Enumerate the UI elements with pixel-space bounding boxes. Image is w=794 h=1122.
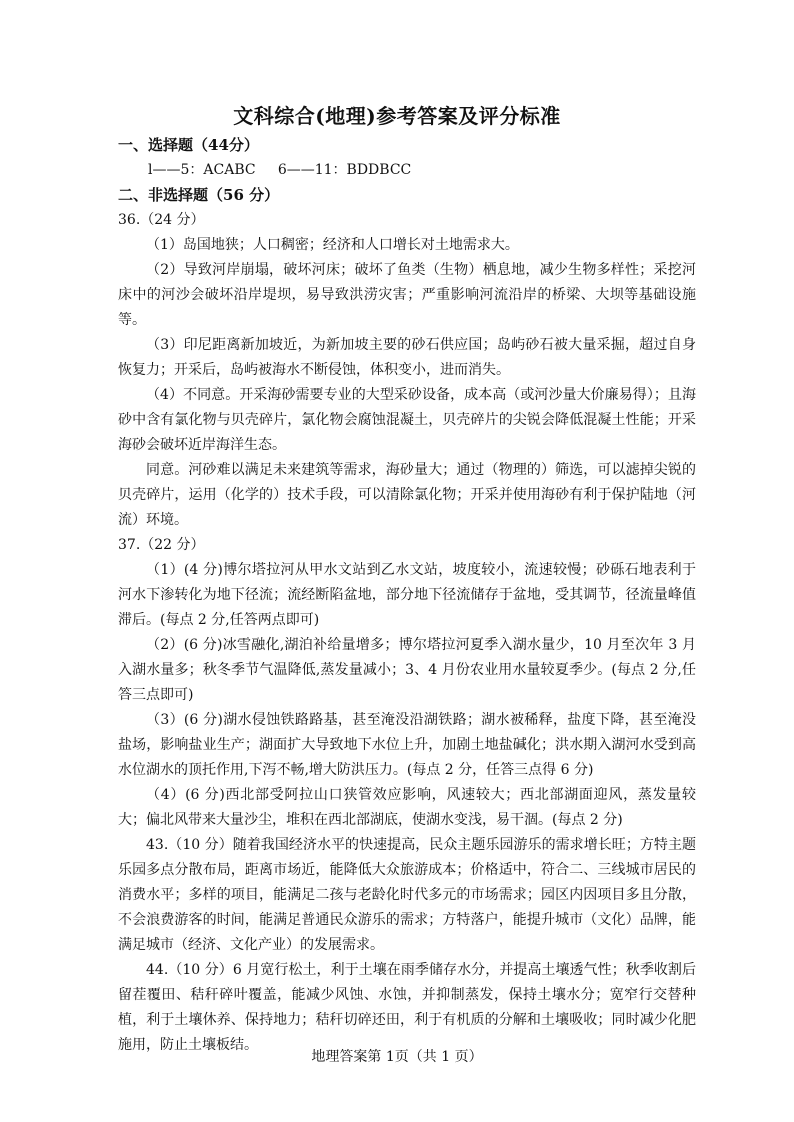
q37-answer-2: （2）(6 分)冰雪融化,湖泊补给量增多；博尔塔拉河夏季入湖水量少，10 月至次年 3 月入湖水量多；秋冬季节气温降低,蒸发量减小；3、4 月份农业用水量较夏季少。(每点 2 分,任答三点即可) <box>118 637 696 703</box>
page-title: 文科综合(地理)参考答案及评分标准 <box>233 104 561 128</box>
question-44-answer: 44.（10 分）6 月宽行松土，利于土壤在雨季储存水分，并提高土壤透气性；秋季收割后留茬覆田、秸秆碎叶覆盖，能减少风蚀、水蚀，并抑制蒸发，保持土壤水分；宽窄行交替种植，利于土壤休养、保持地力；秸秆切碎还田，利于有机质的分解和土壤吸收；同时减少化肥施用，防止土壤板结。 <box>118 962 696 1053</box>
question-36-label: 36.（24 分） <box>118 212 205 228</box>
q37-answer-3: （3）(6 分)湖水侵蚀铁路路基，甚至淹没沿湖铁路；湖水被稀释，盐度下降，甚至淹没盐场，影响盐业生产；湖面扩大导致地下水位上升，加剧土地盐碱化；洪水期入湖河水受到高水位湖水的顶托作用,下泻不畅,增大防洪压力。(每点 2 分，任答三点得 6 分) <box>118 712 696 778</box>
page-footer: 地理答案第 1页（共 1 页） <box>311 1049 483 1065</box>
q36-answer-4-agree: 同意。河砂难以满足未来建筑等需求，海砂量大；通过（物理的）筛选，可以滤掉尖锐的贝壳碎片，运用（化学的）技术手段，可以清除氯化物；开采并使用海砂有利于保护陆地（河流）环境。 <box>118 462 696 528</box>
q37-answer-4: （4）(6 分)西北部受阿拉山口狭管效应影响，风速较大；西北部湖面迎风，蒸发量较大；偏北风带来大量沙尘，堆积在西北部湖底，使湖水变浅，易干涸。(每点 2 分) <box>118 787 696 828</box>
question-37-label: 37.（22 分） <box>118 537 205 553</box>
choice-answers: l——5：ACABC 6——11：BDDBCC <box>148 162 412 178</box>
q36-answer-2: （2）导致河岸崩塌，破坏河床；破坏了鱼类（生物）栖息地，减少生物多样性；采挖河床中的河沙会破坏沿岸堤坝，易导致洪涝灾害；严重影响河流沿岸的桥梁、大坝等基础设施等。 <box>118 262 696 328</box>
q36-answer-4: （4）不同意。开采海砂需要专业的大型采砂设备，成本高（或河沙量大价廉易得）；且海砂中含有氯化物与贝壳碎片，氯化物会腐蚀混凝土，贝壳碎片的尖锐会降低混凝土性能；开采海砂会破坏近岸海洋生态。 <box>118 387 696 453</box>
q36-answer-1: （1）岛国地狭；人口稠密；经济和人口增长对土地需求大。 <box>146 237 519 253</box>
q36-answer-3: （3）印尼距离新加坡近，为新加坡主要的砂石供应国；岛屿砂石被大量采掘，超过自身恢复力；开采后，岛屿被海水不断侵蚀，体积变小，进而消失。 <box>118 337 696 378</box>
answer-content <box>118 133 696 1058</box>
section-heading-nonchoice: 二、非选择题（56 分） <box>118 186 280 204</box>
question-43-answer: 43.（10 分）随着我国经济水平的快速提高，民众主题乐园游乐的需求增长旺；方特主题乐园多点分散布局，距离市场近，能降低大众旅游成本；价格适中，符合二、三线城市居民的消费水平；多样的项目，能满足二孩与老龄化时代多元的市场需求；园区内因项目多且分散，不会浪费游客的时间，能满足普通民众游乐的需求；方特落户，能提升城市（文化）品牌，能满足城市（经济、文化产业）的发展需求。 <box>118 837 696 953</box>
q37-answer-1: （1）(4 分)博尔塔拉河从甲水文站到乙水文站，坡度较小，流速较慢；砂砾石地表利于河水下渗转化为地下径流；流经断陷盆地，部分地下径流储存于盆地，受其调节，径流量峰值滞后。(每点 2 分,任答两点即可) <box>118 562 696 628</box>
section-heading-choice: 一、选择题（44分） <box>118 136 259 154</box>
